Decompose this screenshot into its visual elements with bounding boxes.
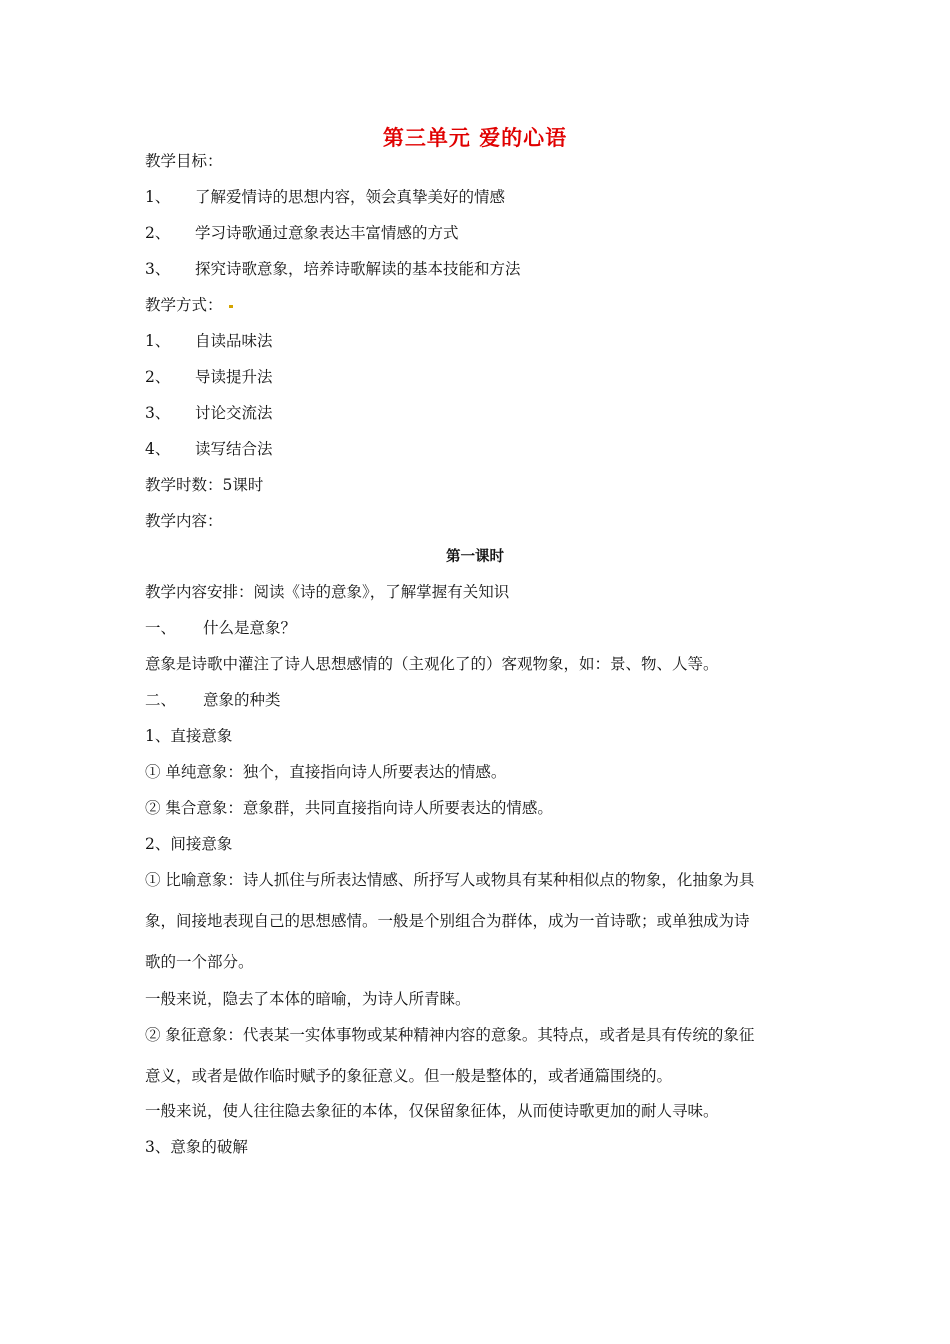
method-text: 讨论交流法 xyxy=(195,404,273,422)
stray-mark xyxy=(229,305,233,308)
method-text: 自读品味法 xyxy=(195,332,273,350)
method-number: 2、 xyxy=(145,368,171,386)
subsection-heading: 2、间接意象 xyxy=(145,835,233,853)
goal-item xyxy=(145,258,521,280)
goal-text: 了解爱情诗的思想内容，领会真挚美好的情感 xyxy=(195,188,506,206)
paragraph-line: 一般来说，使人往往隐去象征的本体，仅保留象征体，从而使诗歌更加的耐人寻味。 xyxy=(145,1102,719,1120)
section-heading xyxy=(145,689,281,711)
imagery-definition: 意象是诗歌中灌注了诗人思想感情的（主观化了的）客观物象，如：景、物、人等。 xyxy=(145,655,719,673)
teaching-hours: 教学时数：5课时 xyxy=(145,476,264,494)
goal-text: 学习诗歌通过意象表达丰富情感的方式 xyxy=(195,224,459,242)
paragraph-line: ① 比喻意象：诗人抓住与所表达情感、所抒写人或物具有某种相似点的物象，化抽象为具 xyxy=(145,871,755,889)
goals-heading: 教学目标： xyxy=(145,152,223,170)
subsection-heading: 3、意象的破解 xyxy=(145,1138,248,1156)
paragraph-line: 歌的一个部分。 xyxy=(145,953,254,971)
subsection-heading: 1、直接意象 xyxy=(145,727,233,745)
method-text: 读写结合法 xyxy=(195,440,273,458)
method-item xyxy=(145,402,273,424)
content-arrangement: 教学内容安排：阅读《诗的意象》，了解掌握有关知识 xyxy=(145,583,510,601)
method-number: 4、 xyxy=(145,440,171,458)
document-title: 第三单元 爱的心语 xyxy=(382,126,568,150)
goal-item xyxy=(145,186,505,208)
section-heading xyxy=(145,617,296,639)
methods-heading: 教学方式： xyxy=(145,296,223,314)
section-text: 什么是意象？ xyxy=(203,619,297,637)
paragraph-line: ② 集合意象：意象群，共同直接指向诗人所要表达的情感。 xyxy=(145,799,553,817)
section-text: 意象的种类 xyxy=(203,691,281,709)
paragraph-line: 一般来说，隐去了本体的暗喻，为诗人所青睐。 xyxy=(145,990,471,1008)
goal-number: 1、 xyxy=(145,188,171,206)
section-number: 一、 xyxy=(145,619,177,637)
methods-heading-line xyxy=(145,294,233,316)
method-number: 1、 xyxy=(145,332,171,350)
method-text: 导读提升法 xyxy=(195,368,273,386)
method-item xyxy=(145,366,273,388)
paragraph-line: ② 象征意象：代表某一实体事物或某种精神内容的意象。其特点，或者是具有传统的象征 xyxy=(145,1026,755,1044)
method-number: 3、 xyxy=(145,404,171,422)
paragraph-line: 意义，或者是做作临时赋予的象征意义。但一般是整体的，或者通篇围绕的。 xyxy=(145,1067,673,1085)
method-item xyxy=(145,438,273,460)
goal-number: 2、 xyxy=(145,224,171,242)
goal-number: 3、 xyxy=(145,260,171,278)
paragraph-line: ① 单纯意象：独个，直接指向诗人所要表达的情感。 xyxy=(145,763,507,781)
lesson-title: 第一课时 xyxy=(446,549,504,565)
content-heading: 教学内容： xyxy=(145,512,223,530)
method-item xyxy=(145,330,273,352)
goal-item xyxy=(145,222,459,244)
paragraph-line: 象，间接地表现自己的思想感情。一般是个别组合为群体，成为一首诗歌；或单独成为诗 xyxy=(145,912,750,930)
section-number: 二、 xyxy=(145,691,177,709)
goal-text: 探究诗歌意象，培养诗歌解读的基本技能和方法 xyxy=(195,260,521,278)
